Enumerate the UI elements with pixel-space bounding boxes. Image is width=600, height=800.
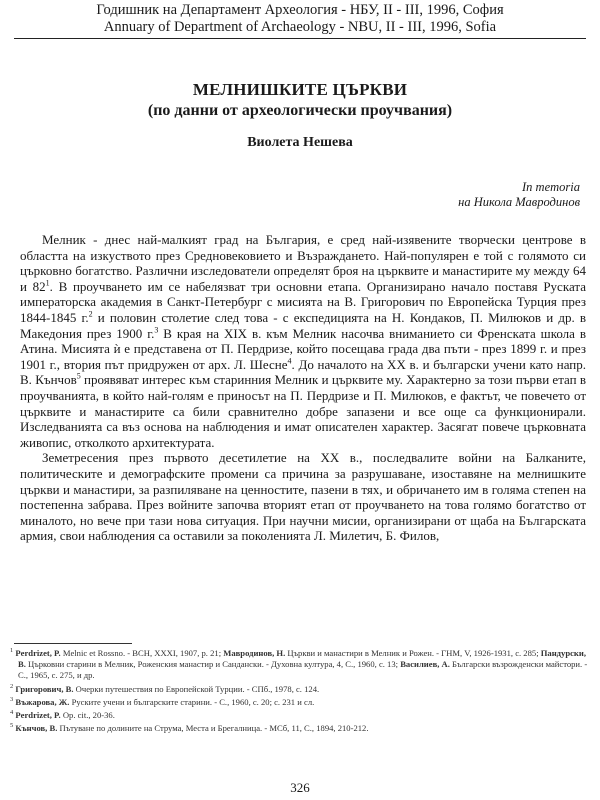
page-number: 326 [290,780,310,795]
footnote-number: 2 [10,682,14,690]
dedication-line-2: на Никола Мавродинов [458,195,580,209]
footnote-2 [10,684,588,695]
footnote-4 [10,710,588,721]
footnote-divider [14,643,132,644]
p1-text-5: . До началото на XX в. и български учени като напр. В. Кънчов [20,356,586,388]
journal-header [0,2,600,36]
article-body [20,232,586,544]
p1-text-4: В края на XIX в. към Мелник насочва вниманието си Френската школа в Атина. Мисията ѝ е представена от П. Пердризе, който посещава града два пъти - през 1899 г. и през 1901 г., втория път придружен от арх. Л. Шесне [20,325,586,372]
article-subtitle: (по данни от археологически проучвания) [147,102,453,119]
p1-text-6: проявяват интерес към старинния Мелник и църквите му. Характерно за този първи етап в проучванията, в който най-голям е приносът на П. Пердризе и П. Милюков, е фактът, че повечето от църквите и манастирите са били сравнително добре запазени и все още са функционирали. Изследванията са въз основа на наблюдения и имат описателен характер. Засягат повече църковната живопис, отколкото архитектурата. [20,372,586,450]
p1-text-2: . В проучването им се набелязват три основни етапа. Организирано начало поставя Руската императорска академия в Санкт-Петербург с мисията на В. Григорович по Европейска Турция през 1844-1845 г. [20,278,586,325]
footnote-text: Църковни старини в Мелник, Роженския манастир и Сандански. - Духовна култура, 4, С., 1960, с. 13; [25,659,401,670]
journal-header-english: Annuary of Department of Archaeology - NBU, II - III, 1996, Sofia [103,19,497,35]
footnote-text: Църкви и манастири в Мелник и Рожен. - ГНМ, V, 1926-1931, с. 285; [285,648,541,658]
footnote-author: Въжарова, Ж. [15,696,70,707]
footnote-ref-3: 3 [154,325,159,335]
journal-header-bulgarian: Годишник на Департамент Археология - НБУ, II - III, 1996, София [96,2,504,18]
footnote-author: Мавродинов, Н. [223,648,286,658]
footnote-ref-5: 5 [76,372,81,382]
footnote-ref-1: 1 [45,278,50,288]
body-paragraph-2: Земетресения през първото десетилетие на XX в., последвалите войни на Балканите, политическите и демографските промени са причина за разрушаване, изоставяне на мелнишките църкви и манастири, за разпиляване на ценностите, пазени в тях, и обричането им в голяма степен на постепенна забрава. През войните започва вторият етап от проучването на това голямо богатство от миналото, но вече при тази нова ситуация. При научни мисии, организирани от щаба на Българската армия, свои наблюдения са оставили за поколенията Л. Милетич, Б. Филов, [20,450,586,544]
footnotes [10,648,588,736]
footnote-author: Perdrizet, P. [15,648,61,658]
footnote-number: 3 [10,695,14,703]
footnote-author: Василиев, А. [400,659,450,670]
footnote-ref-2: 2 [88,309,93,319]
footnote-text: Melnic et Rossno. - BCH, XXXI, 1907, p. 21; [60,648,224,658]
footnote-text: Op. cit., 20-36. [60,710,115,721]
article-title: МЕЛНИШКИТЕ ЦЪРКВИ [192,80,408,99]
footnote-text: Български възрожденски майстори. - С., 1965, с. 275, и др. [18,659,588,681]
footnote-ref-4: 4 [287,356,292,366]
body-paragraph-1 [20,232,586,450]
footnote-number: 1 [10,647,14,655]
footnote-author: Perdrizet, P. [15,710,61,721]
footnote-text: Пътуване по долините на Струма, Места и Брегалница. - МСб, 11, С., 1894, 210-212. [57,723,369,734]
footnote-number: 4 [10,709,14,717]
footnote-author: Григорович, В. [15,683,74,694]
dedication-line-1: In memoria [522,180,580,194]
footnote-3 [10,697,588,708]
footnote-text: Руските учени и българските старини. - С., 1960, с. 20; с. 231 и сл. [69,696,315,707]
footnote-number: 5 [10,722,14,730]
p1-text-1: Мелник - днес най-малкият град на България, е сред най-изявените творчески центрове в областта на изкуството през Средновековието и Възраждането. Най-популярен е той с голямото си църковно богатство. Различни изследователи определят броя на църквите и манастирите му между 64 и 82 [20,232,586,294]
p1-text-3: и половин столетие след това - с експедицията на Н. Кондаков, П. Милюков и др. в Македония през 1900 г. [20,309,586,341]
footnote-author: Пандурски, В. [18,648,586,670]
dedication [458,180,580,210]
footnote-5 [10,723,588,734]
footnote-1 [10,648,588,682]
footnote-text: Очерки путешествия по Европейской Турции. - СПб., 1978, с. 124. [73,683,320,694]
article-author: Виолета Нешева [247,135,353,150]
footnote-author: Кънчов, В. [15,723,58,734]
header-divider [14,38,586,39]
